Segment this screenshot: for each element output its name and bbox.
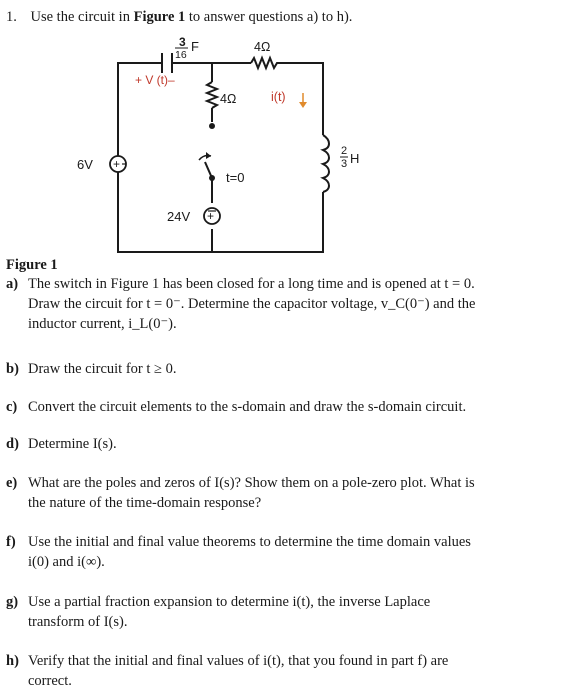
switch-contact-top bbox=[209, 123, 215, 129]
current-arrowhead bbox=[299, 102, 307, 108]
question-g-label: g) bbox=[6, 594, 19, 610]
question-h-line2: correct. bbox=[28, 673, 72, 689]
question-e-line1: What are the poles and zeros of I(s)? Show them on a pole-zero plot. What is bbox=[28, 475, 475, 491]
question-number: 1. bbox=[6, 9, 17, 25]
top-resistor-label: 4Ω bbox=[254, 40, 271, 54]
switch-arrowhead bbox=[206, 152, 211, 159]
switch-label: t=0 bbox=[226, 170, 245, 185]
source-6v-label: 6V bbox=[77, 157, 93, 172]
question-b-text: Draw the circuit for t ≥ 0. bbox=[28, 361, 177, 377]
source-24v-label: 24V bbox=[167, 209, 191, 224]
question-c-label: c) bbox=[6, 399, 18, 415]
question-a-label: a) bbox=[6, 276, 19, 292]
inductor-symbol bbox=[323, 135, 329, 192]
question-f-line1: Use the initial and final value theorems to determine the time domain values bbox=[28, 534, 471, 550]
question-a-line3: inductor current, i_L(0⁻). bbox=[28, 316, 177, 332]
header-text-before: Use the circuit in bbox=[30, 9, 134, 25]
question-h-line1: Verify that the initial and final values of i(t), that you found in part f) are bbox=[28, 653, 449, 669]
capacitor-value-denominator: 16 bbox=[175, 49, 187, 61]
question-d-label: d) bbox=[6, 436, 19, 452]
header-text-after: to answer questions a) to h). bbox=[185, 9, 353, 25]
question-a-line2: Draw the circuit for t = 0⁻. Determine the capacitor voltage, v_C(0⁻) and the bbox=[28, 296, 476, 312]
circuit-diagram bbox=[0, 0, 566, 270]
bottom-wire bbox=[118, 170, 323, 252]
question-f-line2: i(0) and i(∞). bbox=[28, 554, 105, 570]
question-d-text: Determine I(s). bbox=[28, 436, 117, 452]
figure-caption: Figure 1 bbox=[6, 257, 58, 273]
top-resistor-symbol bbox=[251, 58, 280, 68]
question-g-line1: Use a partial fraction expansion to determine i(t), the inverse Laplace bbox=[28, 594, 431, 610]
question-b-label: b) bbox=[6, 361, 19, 377]
question-h-label: h) bbox=[6, 653, 19, 669]
current-label: i(t) bbox=[271, 90, 286, 104]
mid-resistor-label: 4Ω bbox=[220, 92, 237, 106]
inductor-value-denominator: 3 bbox=[341, 158, 348, 170]
figure-reference: Figure 1 bbox=[133, 9, 186, 25]
source-6v-polarity: + bbox=[113, 157, 121, 171]
inductor-value-unit: H bbox=[350, 151, 360, 166]
capacitor-value-unit: F bbox=[191, 39, 199, 54]
question-a-line1: The switch in Figure 1 has been closed for a long time and is opened at t = 0. bbox=[28, 276, 475, 292]
question-e-line2: the nature of the time-domain response? bbox=[28, 495, 262, 511]
mid-resistor-symbol bbox=[207, 82, 217, 108]
question-g-line2: transform of I(s). bbox=[28, 614, 128, 630]
top-right-wire bbox=[280, 63, 323, 135]
capacitor-voltage-label: + V (t)– bbox=[135, 73, 175, 87]
inductor-value-numerator: 2 bbox=[341, 145, 348, 157]
capacitor-value-numerator: 3 bbox=[179, 35, 186, 49]
source-24v-polarity: + bbox=[207, 209, 215, 223]
question-e-label: e) bbox=[6, 475, 18, 491]
switch-contact-bottom bbox=[209, 175, 215, 181]
question-f-label: f) bbox=[6, 534, 16, 550]
question-c-text: Convert the circuit elements to the s-domain and draw the s-domain circuit. bbox=[28, 399, 467, 415]
